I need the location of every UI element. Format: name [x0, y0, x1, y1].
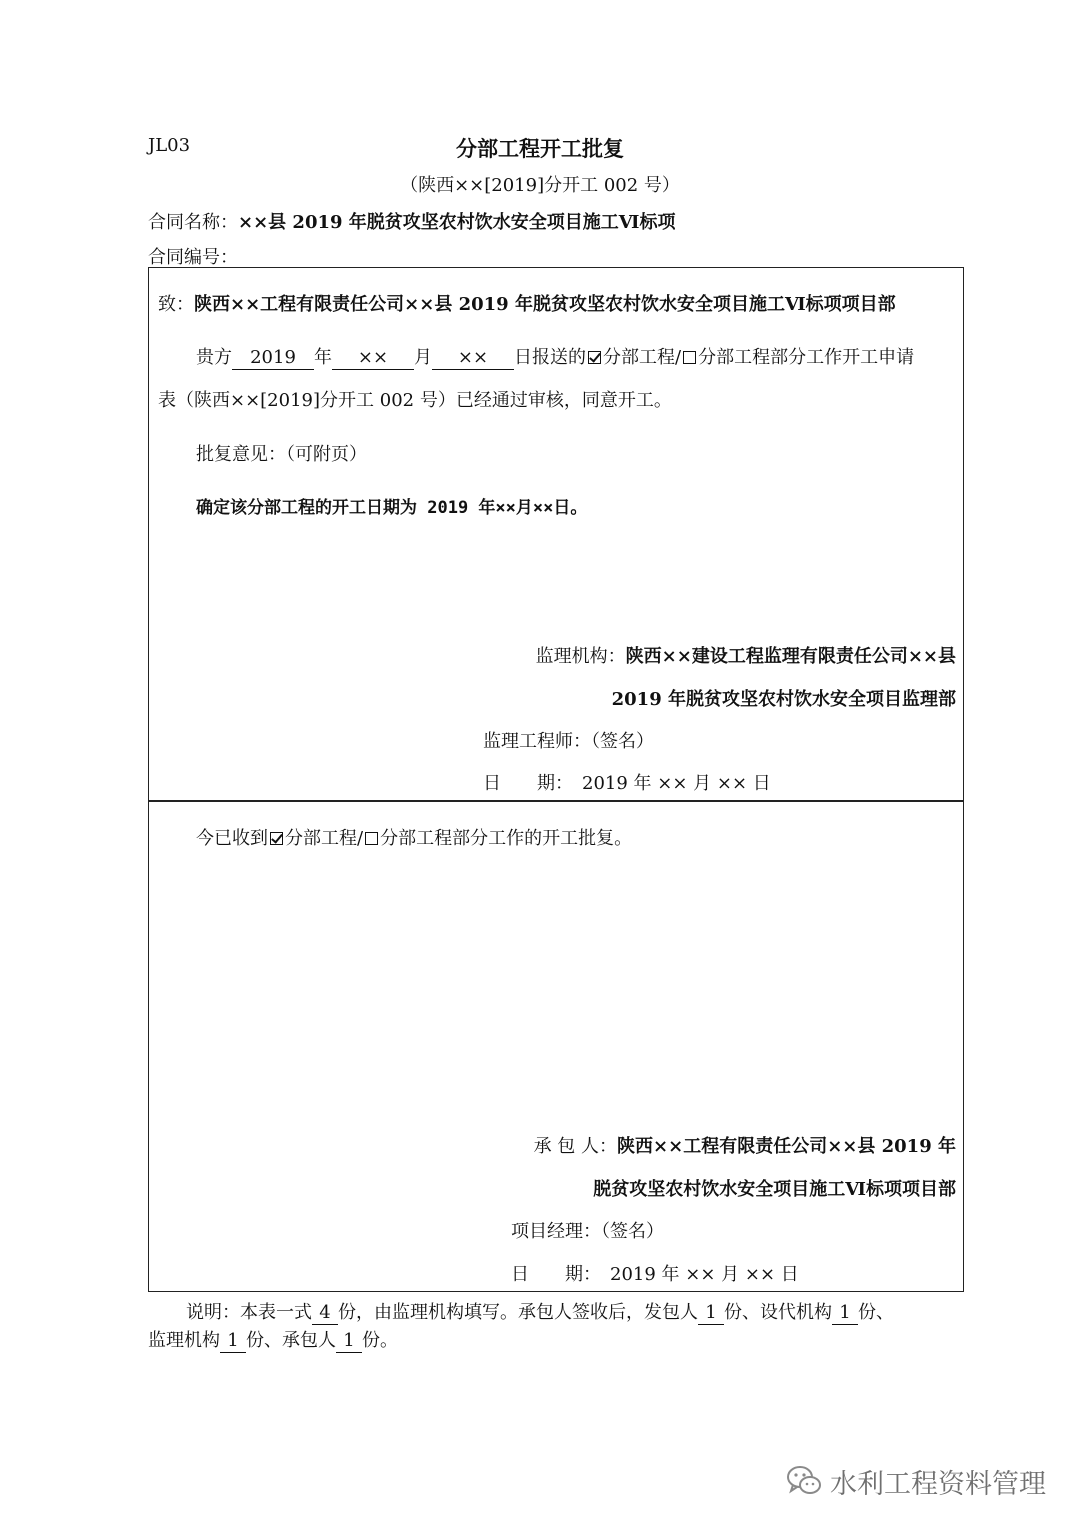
form-code: JL03: [148, 135, 191, 156]
receipt-option-subproject: 分部工程/: [285, 828, 364, 849]
note-line-1: 说明：本表一式 4 份，由监理机构填写。承包人签收后，发包人 1 份、设代机构 1 份、: [186, 1302, 894, 1323]
supervisor-copies: 1: [220, 1330, 246, 1353]
copies-total: 4: [312, 1302, 338, 1325]
approval-date: 日 期： 2019 年 ×× 月 ×× 日: [483, 773, 771, 794]
submission-month: ××: [332, 347, 414, 370]
checkbox-empty-icon: [683, 351, 696, 364]
receipt-date: 日 期： 2019 年 ×× 月 ×× 日: [511, 1264, 799, 1285]
supervisor-org-value: 陕西××建设工程监理有限责任公司××县: [625, 646, 956, 667]
contractor-value: 陕西××工程有限责任公司××县 2019 年: [617, 1136, 956, 1157]
supervisor-org-line: [536, 642, 956, 668]
page-title: 分部工程开工批复: [456, 136, 624, 161]
contractor-label: 承 包 人：: [533, 1136, 618, 1157]
checkbox-checked-icon: [270, 832, 283, 845]
submission-line-2: 表（陕西××[2019]分开工 002 号）已经通过审核，同意开工。: [158, 390, 672, 411]
contractor-line: [534, 1132, 956, 1158]
note-line-2: 监理机构 1 份、承包人 1 份。: [148, 1330, 398, 1351]
recipient-value: 陕西××工程有限责任公司××县 2019 年脱贫攻坚农村饮水安全项目施工Ⅵ标项项目部: [194, 294, 896, 315]
submission-line: 贵方 2019 年 ×× 月 ×× 日报送的 分部工程/ 分部工程部分工作开工申请: [196, 347, 915, 368]
owner-copies: 1: [698, 1302, 724, 1325]
recipient-label: 致：: [158, 294, 194, 315]
recipient-line: [158, 290, 896, 316]
submission-year: 2019: [232, 347, 314, 370]
checkbox-checked-icon: [588, 351, 601, 364]
contract-name: [148, 208, 676, 234]
design-copies: 1: [832, 1302, 858, 1325]
receipt-option-partial-work: 分部工程部分工作的开工批复。: [380, 828, 633, 849]
opinion-label: 批复意见：（可附页）: [196, 444, 367, 465]
opinion-text: 确定该分部工程的开工日期为 2019 年××月××日。: [196, 498, 588, 518]
supervisor-org-line-2: 2019 年脱贫攻坚农村饮水安全项目监理部: [611, 689, 956, 710]
supervisor-org-label: 监理机构：: [535, 646, 626, 667]
wechat-icon: [784, 1461, 824, 1501]
option-partial-work: 分部工程部分工作开工申请: [698, 347, 915, 368]
contract-name-value: ××县 2019 年脱贫攻坚农村饮水安全项目施工Ⅵ标项: [238, 212, 676, 233]
contractor-copies: 1: [336, 1330, 362, 1353]
contract-number-label: 合同编号：: [148, 247, 238, 268]
contractor-line-2: 脱贫攻坚农村饮水安全项目施工Ⅵ标项项目部: [593, 1179, 956, 1200]
receipt-line: 今已收到 分部工程/ 分部工程部分工作的开工批复。: [196, 828, 633, 849]
option-subproject: 分部工程/: [603, 347, 682, 368]
contract-name-label: 合同名称：: [148, 212, 238, 233]
engineer-signature: 监理工程师：（签名）: [483, 731, 654, 752]
document-number: （陕西××[2019]分开工 002 号）: [400, 175, 680, 196]
watermark-text: 水利工程资料管理: [830, 1469, 1046, 1500]
manager-signature: 项目经理：（签名）: [511, 1221, 664, 1242]
submission-day: ××: [432, 347, 514, 370]
checkbox-empty-icon: [365, 832, 378, 845]
